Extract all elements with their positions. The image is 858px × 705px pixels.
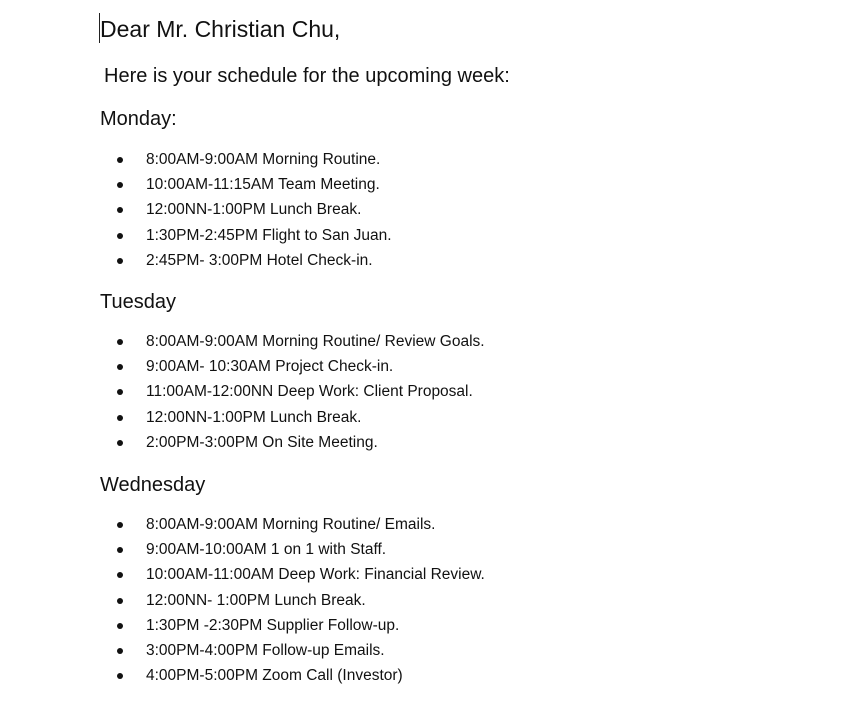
bullet-icon — [117, 440, 123, 446]
bullet-icon — [117, 157, 123, 163]
list-item — [100, 223, 392, 248]
bullet-icon — [117, 233, 123, 239]
list-item — [100, 663, 485, 688]
letter-greeting: Dear Mr. Christian Chu, — [100, 16, 341, 42]
list-item — [100, 147, 392, 172]
list-item — [100, 430, 485, 455]
list-monday — [100, 147, 392, 273]
list-item — [100, 354, 485, 379]
bullet-icon — [117, 258, 123, 264]
list-item-text: 9:00AM-10:00AM 1 on 1 with Staff. — [146, 541, 387, 559]
list-item-text: 1:30PM -2:30PM Supplier Follow-up. — [146, 616, 400, 634]
list-item-text: 4:00PM-5:00PM Zoom Call (Investor) — [146, 667, 403, 685]
bullet-icon — [117, 207, 123, 213]
list-item — [100, 248, 392, 273]
letter-intro: Here is your schedule for the upcoming week: — [104, 65, 510, 87]
list-item-text: 10:00AM-11:15AM Team Meeting. — [146, 176, 380, 194]
list-item — [100, 405, 485, 430]
list-item-text: 2:00PM-3:00PM On Site Meeting. — [146, 433, 378, 451]
list-tuesday — [100, 329, 485, 455]
list-item — [100, 197, 392, 222]
list-item-text: 8:00AM-9:00AM Morning Routine. — [146, 151, 381, 168]
heading-monday: Monday: — [100, 108, 177, 130]
list-item — [100, 512, 485, 537]
bullet-icon — [117, 673, 123, 679]
bullet-icon — [117, 364, 123, 370]
bullet-icon — [117, 415, 123, 421]
list-item — [100, 537, 485, 562]
list-item-text: 12:00NN-1:00PM Lunch Break. — [146, 408, 362, 426]
bullet-icon — [117, 339, 123, 345]
list-item — [100, 588, 485, 613]
bullet-icon — [117, 547, 123, 553]
list-item — [100, 638, 485, 663]
list-item-text: 12:00NN-1:00PM Lunch Break. — [146, 201, 362, 219]
heading-wednesday: Wednesday — [100, 474, 206, 496]
list-wednesday — [100, 512, 485, 688]
list-item-text: 12:00NN- 1:00PM Lunch Break. — [146, 591, 366, 609]
bullet-icon — [117, 572, 123, 578]
bullet-icon — [117, 598, 123, 604]
list-item — [100, 613, 485, 638]
list-item — [100, 562, 485, 587]
list-item-text: 2:45PM- 3:00PM Hotel Check-in. — [146, 251, 373, 269]
bullet-icon — [117, 182, 123, 188]
bullet-icon — [117, 389, 123, 395]
list-item — [100, 379, 485, 404]
list-item-text: 3:00PM-4:00PM Follow-up Emails. — [146, 641, 385, 659]
list-item-text: 10:00AM-11:00AM Deep Work: Financial Review. — [146, 566, 485, 584]
list-item — [100, 329, 485, 354]
list-item-text: 9:00AM- 10:30AM Project Check-in. — [146, 358, 394, 376]
list-item-text: 11:00AM-12:00NN Deep Work: Client Proposal. — [146, 383, 473, 401]
bullet-icon — [117, 522, 123, 528]
list-item-text: 8:00AM-9:00AM Morning Routine/ Review Goals. — [146, 333, 485, 350]
list-item-text: 1:30PM-2:45PM Flight to San Juan. — [146, 226, 392, 244]
bullet-icon — [117, 623, 123, 629]
heading-tuesday: Tuesday — [100, 291, 176, 313]
bullet-icon — [117, 648, 123, 654]
list-item — [100, 172, 392, 197]
list-item-text: 8:00AM-9:00AM Morning Routine/ Emails. — [146, 516, 436, 533]
